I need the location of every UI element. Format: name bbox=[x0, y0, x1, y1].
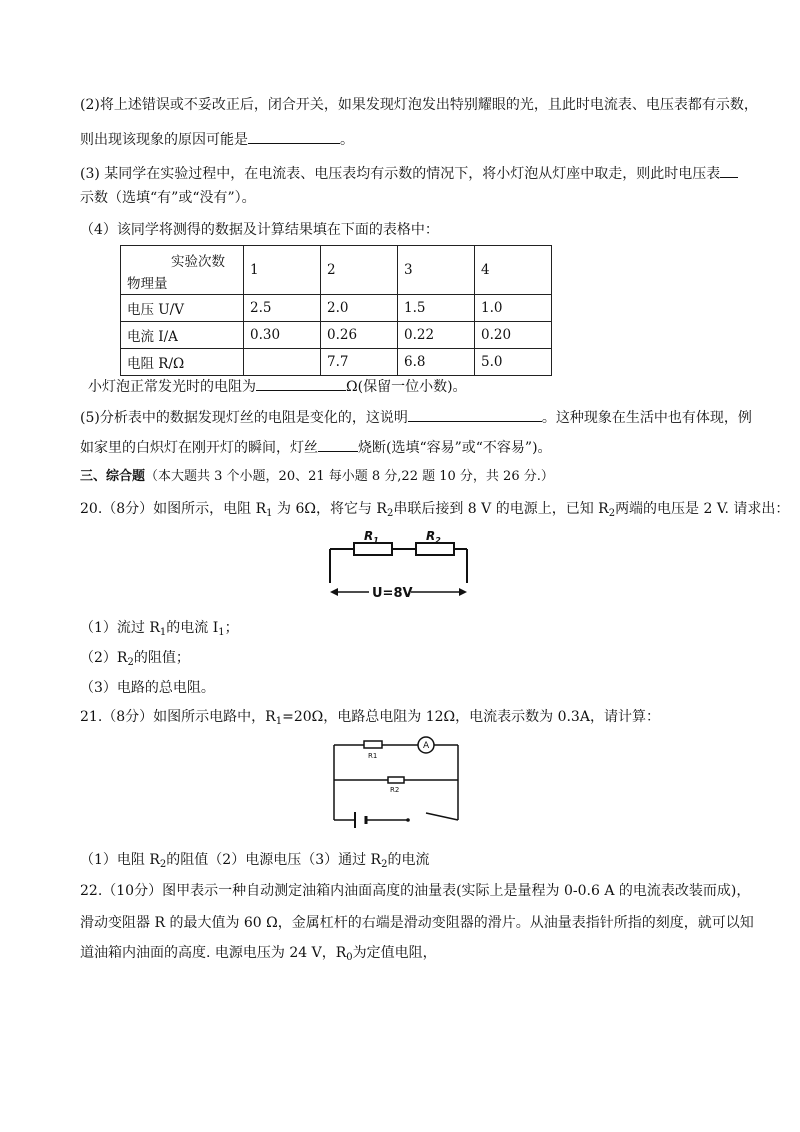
table-cell: 0.30 bbox=[244, 322, 321, 349]
r1-label: R bbox=[364, 529, 374, 543]
svg-text:R2 bbox=[426, 529, 441, 545]
column-header: 3 bbox=[398, 246, 475, 295]
subscript: 2 bbox=[381, 859, 388, 870]
r2-label: R2 bbox=[390, 786, 400, 794]
table-cell bbox=[244, 349, 321, 376]
section-title: 三、综合题 bbox=[80, 469, 146, 484]
q22-line1: 22.（10分）图甲表示一种自动测定油箱内油面高度的油量表(实际上是量程为 0-0.6 A 的电流表改装而成)， bbox=[80, 883, 751, 899]
item-text: 的电流 I bbox=[166, 620, 219, 636]
q20-item3: （3）电路的总电阻。 bbox=[80, 680, 215, 696]
answer-blank[interactable] bbox=[720, 163, 738, 178]
table-cell: 2.0 bbox=[321, 295, 398, 322]
table-cell: 7.7 bbox=[321, 349, 398, 376]
q5-line1-end: 。这种现象在生活中也有体现，例 bbox=[541, 410, 752, 426]
q5-line2-text: 如家里的白炽灯在刚开灯的瞬间，灯丝 bbox=[80, 440, 318, 456]
q5-line1-text: (5)分析表中的数据发现灯丝的电阻是变化的，这说明 bbox=[80, 410, 408, 426]
q3-line1 bbox=[80, 163, 738, 184]
subscript: 1 bbox=[218, 627, 225, 638]
table-cell: 0.26 bbox=[321, 322, 398, 349]
parallel-circuit-figure bbox=[328, 732, 464, 834]
subscript: 1 bbox=[266, 508, 273, 519]
ammeter-label: A bbox=[423, 741, 430, 751]
table-cell: 0.20 bbox=[475, 322, 552, 349]
answer-blank[interactable] bbox=[248, 129, 340, 144]
q20-text: 两端的电压是 2 V. 请求出： bbox=[615, 501, 790, 517]
section-note: （本大题共 3 个小题，20、21 每小题 8 分,22 题 10 分，共 26 分.） bbox=[145, 469, 554, 484]
section-3-heading bbox=[80, 467, 554, 487]
q21-text: 21.（8分）如图所示电路中，R bbox=[80, 709, 276, 725]
subscript: 2 bbox=[608, 508, 616, 519]
item-text: （2）R bbox=[80, 650, 128, 666]
answer-blank[interactable] bbox=[256, 376, 346, 391]
q20-text: 20.（8分）如图所示，电阻 R bbox=[80, 501, 267, 517]
table-row bbox=[121, 349, 552, 376]
row-label: 电阻 R/Ω bbox=[121, 349, 244, 376]
q21-text: =20Ω，电路总电阻为 12Ω，电流表示数为 0.3A，请计算： bbox=[282, 709, 660, 725]
q5-line2-end: 烧断(选填“容易”或“不容易”)。 bbox=[358, 440, 552, 456]
svg-text:R1 bbox=[364, 529, 379, 545]
q22-line3 bbox=[80, 943, 437, 968]
q4-after-text: 小灯泡正常发光时的电阻为 bbox=[88, 379, 256, 395]
table-cell: 1.0 bbox=[475, 295, 552, 322]
item-text: 的阻值； bbox=[133, 650, 190, 666]
q2-line2 bbox=[80, 129, 354, 150]
subscript: 1 bbox=[159, 627, 167, 638]
item-text: 的电流 bbox=[387, 852, 430, 868]
q3-line2: 示数（选填“有”或“没有”）。 bbox=[80, 190, 256, 206]
q20-item2 bbox=[80, 648, 190, 673]
table-cell: 5.0 bbox=[475, 349, 552, 376]
header-top-label: 实验次数 bbox=[171, 254, 225, 270]
item-text: （1）电阻 R bbox=[80, 852, 160, 868]
subscript: 2 bbox=[386, 508, 394, 519]
q20-text: 串联后接到 8 V 的电源上，已知 R bbox=[393, 501, 609, 517]
r1-subscript: 1 bbox=[373, 536, 379, 545]
q5-line2 bbox=[80, 437, 552, 458]
item-text: （1）流过 R bbox=[80, 620, 160, 636]
subscript: 0 bbox=[346, 952, 353, 963]
r2-label: R bbox=[426, 529, 436, 543]
q4-intro: （4）该同学将测得的数据及计算结果填在下面的表格中： bbox=[80, 222, 439, 238]
q5-line1 bbox=[80, 407, 752, 428]
q20-item1 bbox=[80, 618, 239, 643]
table-header-row bbox=[121, 246, 552, 295]
q4-after bbox=[88, 376, 467, 397]
column-header: 4 bbox=[475, 246, 552, 295]
item-text: ； bbox=[224, 620, 239, 636]
r2-subscript: 2 bbox=[435, 536, 441, 545]
table-cell: 2.5 bbox=[244, 295, 321, 322]
q22-text: 为定值电阻， bbox=[352, 945, 437, 961]
answer-blank[interactable] bbox=[318, 437, 358, 452]
voltage-label: U=8V bbox=[372, 586, 413, 601]
r1-label: R1 bbox=[368, 752, 378, 760]
column-header: 1 bbox=[244, 246, 321, 295]
subscript: 2 bbox=[127, 657, 134, 668]
table-row bbox=[121, 322, 552, 349]
q22-text: 道油箱内油面的高度. 电源电压为 24 V，R bbox=[80, 945, 347, 961]
answer-blank[interactable] bbox=[408, 407, 542, 422]
table-cell: 0.22 bbox=[398, 322, 475, 349]
table-row bbox=[121, 295, 552, 322]
q2-line2-end: 。 bbox=[340, 132, 354, 148]
q2-line2-text: 则出现该现象的原因可能是 bbox=[80, 132, 248, 148]
q20-prompt bbox=[80, 499, 789, 524]
table-cell: 6.8 bbox=[398, 349, 475, 376]
table-corner-cell bbox=[121, 246, 244, 295]
q3-line1-text: (3) 某同学在实验过程中，在电流表、电压表均有示数的情况下，将小灯泡从灯座中取走，则此时电压表 bbox=[80, 166, 721, 182]
series-circuit-figure bbox=[326, 528, 476, 602]
q4-after-end: Ω(保留一位小数)。 bbox=[346, 379, 467, 395]
header-bottom-label: 物理量 bbox=[127, 276, 168, 292]
q2-line1: (2)将上述错误或不妥改正后，闭合开关，如果发现灯泡发出特别耀眼的光，且此时电流表、电压表都有示数， bbox=[80, 97, 758, 113]
row-label: 电流 I/A bbox=[121, 322, 244, 349]
row-label: 电压 U/V bbox=[121, 295, 244, 322]
q22-line2: 滑动变阻器 R 的最大值为 60 Ω，金属杠杆的右端是滑动变阻器的滑片。从油量表指针所指的刻度，就可以知 bbox=[80, 915, 754, 931]
subscript: 2 bbox=[159, 859, 167, 870]
item-text: 的阻值（2）电源电压（3）通过 R bbox=[166, 852, 382, 868]
column-header: 2 bbox=[321, 246, 398, 295]
subscript: 1 bbox=[275, 716, 283, 727]
q20-text: 为 6Ω，将它与 R bbox=[272, 501, 387, 517]
q21-items bbox=[80, 850, 429, 875]
q21-prompt bbox=[80, 707, 660, 732]
table-cell: 1.5 bbox=[398, 295, 475, 322]
data-table bbox=[120, 245, 552, 376]
